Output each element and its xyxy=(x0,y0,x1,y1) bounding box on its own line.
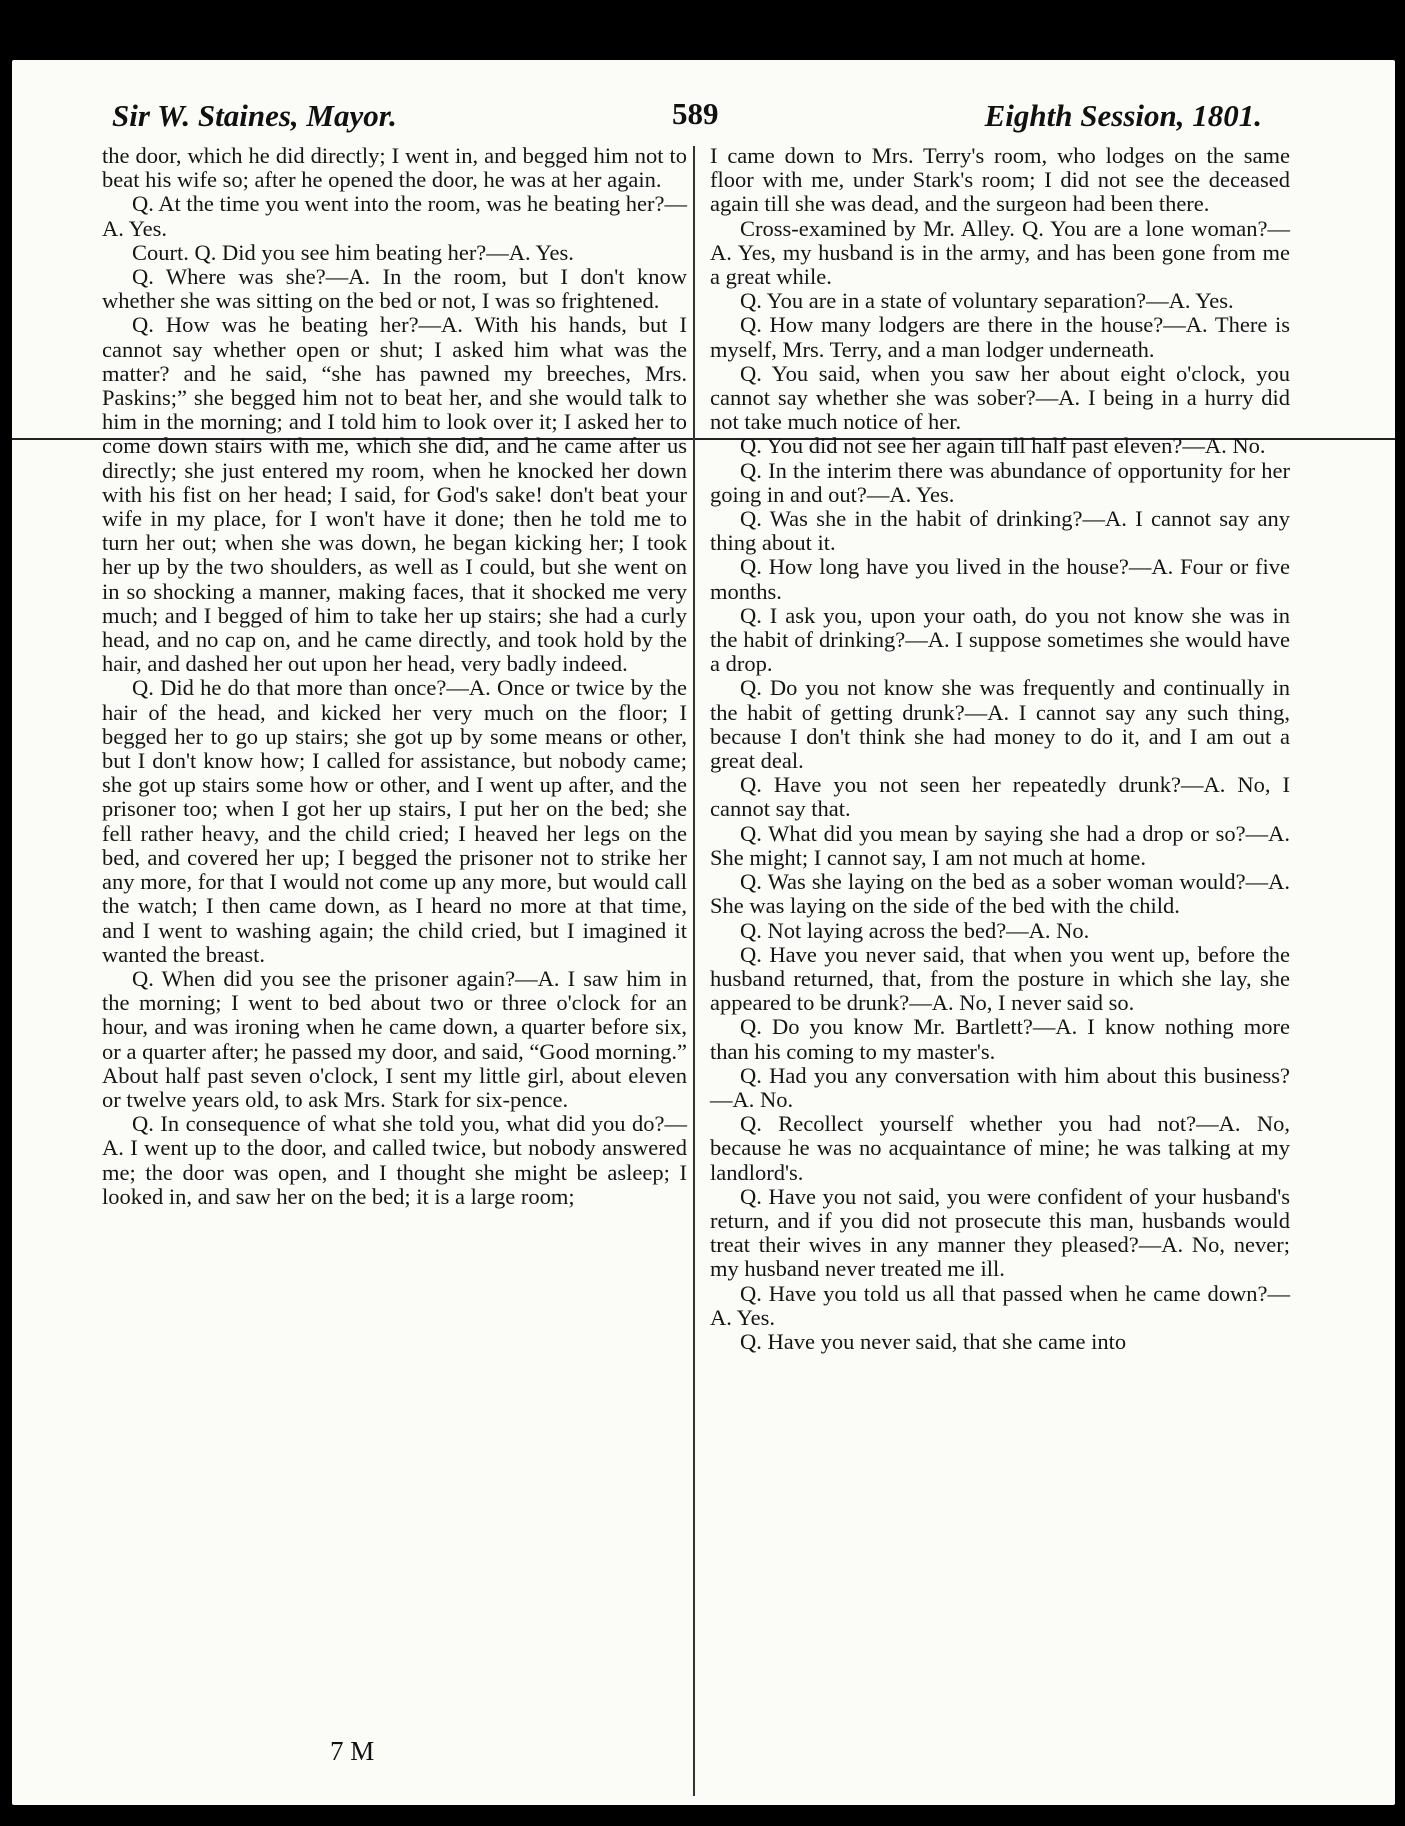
paragraph: Q. In consequence of what she told you, what did you do?—A. I went up to the door, and called twice, but nobody answered me; the door was open, and I thought she might be asleep; I looked in, and saw her on the bed; it is a large room; xyxy=(102,1111,687,1209)
paragraph: Q. Do you know Mr. Bartlett?—A. I know nothing more than his coming to my master's. xyxy=(710,1014,1290,1064)
paragraph: Q. How long have you lived in the house?—A. Four or five months. xyxy=(710,554,1290,604)
paragraph: Q. Do you not know she was frequently and continually in the habit of getting drunk?—A. I cannot say any such thing, because I don't think she had money to do it, and I am out a great deal. xyxy=(710,675,1290,774)
paragraph: Q. Did he do that more than once?—A. Once or twice by the hair of the head, and kicked her very much on the floor; I begged her to go up stairs; she got up by some means or other, but I don't know how; I called for assistance, but nobody came; she got up stairs some how or other, and I went up after, and the prisoner too; when I got her up stairs, I put her on the bed; she fell rather heavy, and the child cried; I heaved her legs on the bed, and covered her up; I begged the prisoner not to strike her any more, for that I would not come up any more, but would call the watch; I then came down, as I heard no more at that time, and I went to washing again; the child cried, but I imagined it wanted the breast. xyxy=(102,675,687,967)
paragraph: Q. What did you mean by saying she had a drop or so?—A. She might; I cannot say, I am not much at home. xyxy=(710,820,1290,870)
paragraph: Q. Have you never said, that she came into xyxy=(740,1328,1127,1354)
paragraph: Q. Have you not seen her repeatedly drunk?—A. No, I cannot say that. xyxy=(710,772,1290,822)
paragraph: I came down to Mrs. Terry's room, who lodges on the same floor with me, under Stark's room; I did not see the deceased again till she was dead, and the surgeon had been there. xyxy=(710,143,1290,217)
paragraph: Q. Have you never said, that when you went up, before the husband returned, that, from the posture in which she lay, she appeared to be drunk?—A. No, I never said so. xyxy=(710,941,1290,1016)
paragraph: Q. You are in a state of voluntary separation?—A. Yes. xyxy=(740,288,1234,314)
paragraph: Q. Had you any conversation with him about this business?—A. No. xyxy=(710,1062,1290,1112)
paragraph: Q. Have you told us all that passed when he came down?—A. Yes. xyxy=(710,1280,1290,1330)
paragraph: Q. Was she laying on the bed as a sober woman would?—A. She was laying on the side of the bed with the child. xyxy=(710,869,1290,919)
paragraph: Q. I ask you, upon your oath, do you not know she was in the habit of drinking?—A. I suppose sometimes she would have a drop. xyxy=(710,602,1290,677)
paragraph: Q. You did not see her again till half past eleven?—A. No. xyxy=(740,433,1266,459)
paragraph: Q. How many lodgers are there in the house?—A. There is myself, Mrs. Terry, and a man lodger underneath. xyxy=(710,312,1290,362)
paragraph: Q. You said, when you saw her about eight o'clock, you cannot say whether she was sober?—A. I being in a hurry did not take much notice of her. xyxy=(710,360,1290,435)
paragraph: Q. In the interim there was abundance of opportunity for her going in and out?—A. Yes. xyxy=(710,457,1290,507)
paragraph: Q. Recollect yourself whether you had not?—A. No, because he was no acquaintance of mine; he was talking at my landlord's. xyxy=(710,1111,1290,1185)
paragraph: Q. Where was she?—A. In the room, but I don't know whether she was sitting on the bed or not, I was so frightened. xyxy=(102,264,687,314)
right-column xyxy=(710,144,1290,1354)
paragraph: Cross-examined by Mr. Alley. Q. You are a lone woman?—A. Yes, my husband is in the army, and has been gone from me a great while. xyxy=(710,215,1290,290)
paragraph: Q. At the time you went into the room, was he beating her?—A. Yes. xyxy=(102,191,687,241)
paragraph: Q. Was she in the habit of drinking?—A. I cannot say any thing about it. xyxy=(710,506,1290,556)
paragraph: Q. How was he beating her?—A. With his hands, but I cannot say whether open or shut; I asked him what was the matter? and he said, “she has pawned my breeches, Mrs. Paskins;” she begged him not to beat her, and she would talk to him in the morning; and I told him to look over it; I asked her to come down stairs with me, which she did, and he came after us directly; she just entered my room, when he knocked her down with his fist on her head; I said, for God's sake! don't beat your wife in my place, for I won't have it done; then he told me to turn her out; when she was down, he began kicking her; I took her up by the two shoulders, as well as I could, but she went on in so shocking a manner, making faces, that it shocked me very much; and I begged of him to take her up stairs; she had a curly head, and no cap on, and he came directly, and took hold by the hair, and dashed her out upon her head, very badly indeed. xyxy=(102,312,687,677)
header-left: Sir W. Staines, Mayor. xyxy=(112,98,397,133)
page xyxy=(12,60,1395,1805)
page-number: 589 xyxy=(672,96,719,131)
signature-mark: 7 M xyxy=(330,1736,375,1766)
paragraph: Q. Not laying across the bed?—A. No. xyxy=(740,917,1090,943)
header-right: Eighth Session, 1801. xyxy=(984,98,1262,133)
left-column xyxy=(102,144,687,1209)
paragraph: Q. When did you see the prisoner again?—A. I saw him in the morning; I went to bed about two or three o'clock for an hour, and was ironing when he came down, a quarter before six, or a quarter after; he passed my door, and said, “Good morning.” About half past seven o'clock, I sent my little girl, about eleven or twelve years old, to ask Mrs. Stark for six-pence. xyxy=(102,965,687,1112)
paragraph: the door, which he did directly; I went in, and begged him not to beat his wife so; after he opened the door, he was at her again. xyxy=(102,143,687,193)
column-divider xyxy=(693,146,695,1796)
paragraph: Court. Q. Did you see him beating her?—A. Yes. xyxy=(132,239,574,265)
running-header xyxy=(102,92,1262,142)
paragraph: Q. Have you not said, you were confident of your husband's return, and if you did not prosecute this man, husbands would treat their wives in any manner they pleased?—A. No, never; my husband never treated me ill. xyxy=(710,1183,1290,1282)
